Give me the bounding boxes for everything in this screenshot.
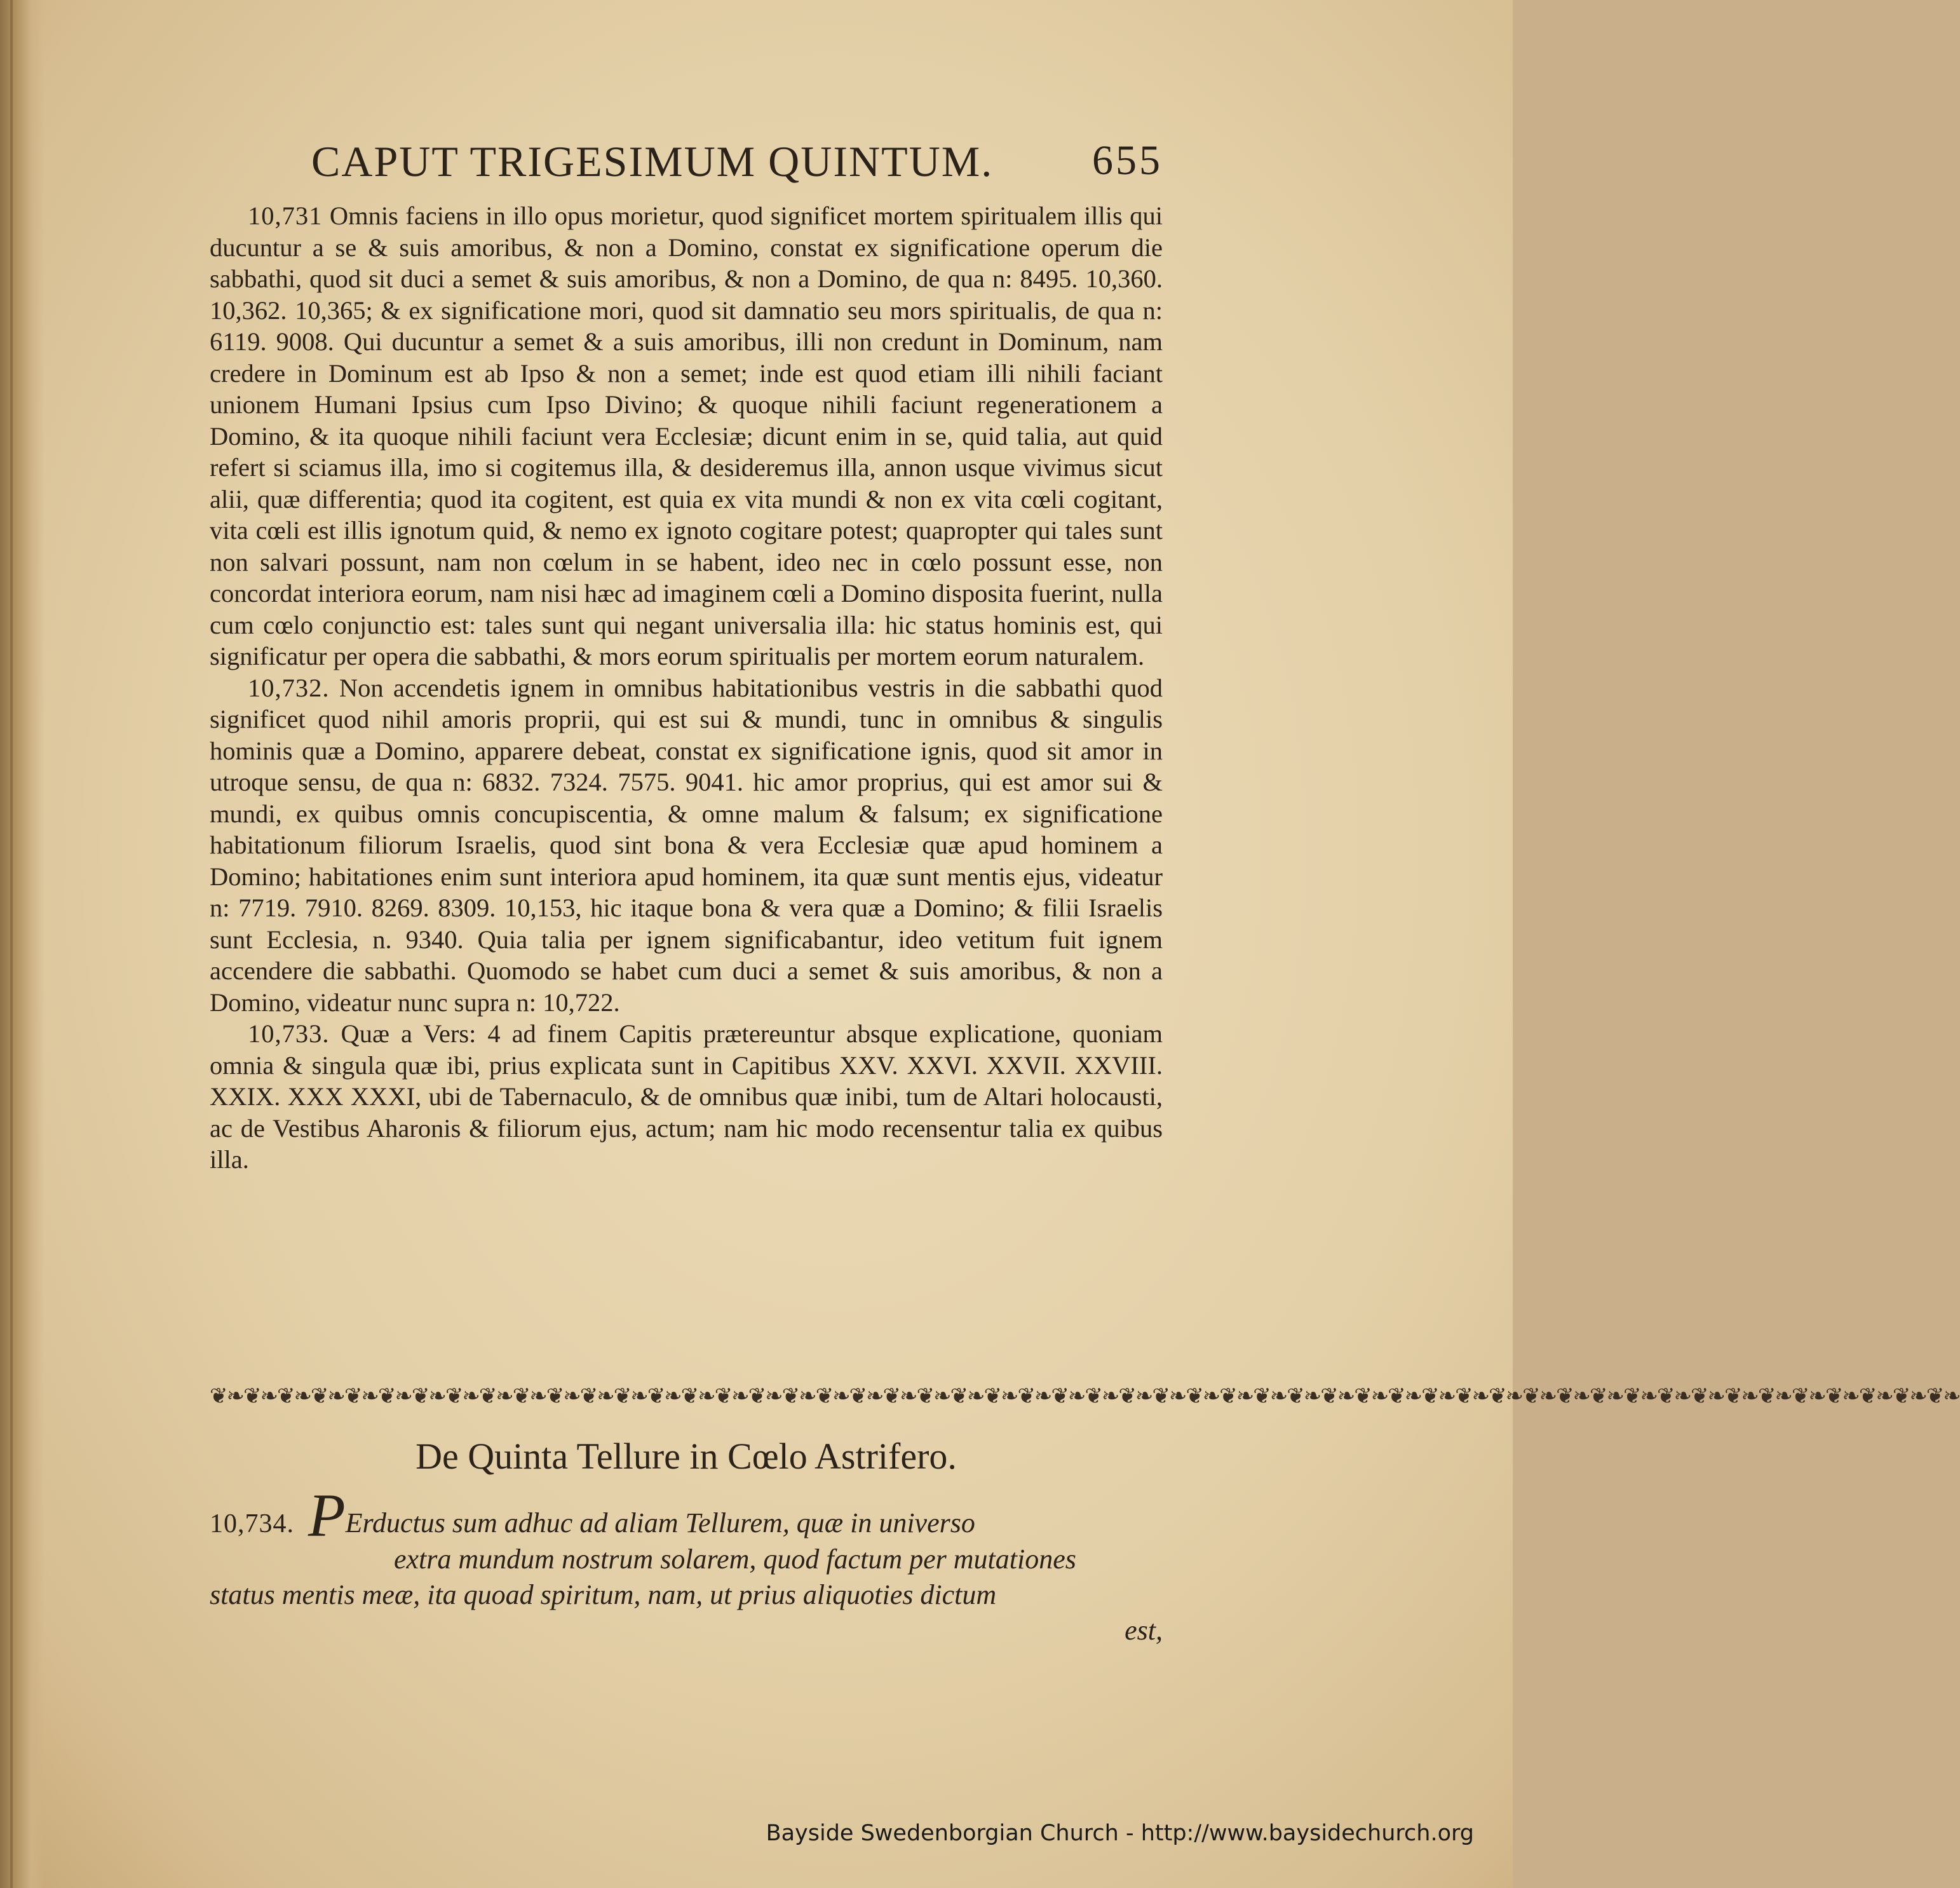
paragraph-number: 10,732. bbox=[248, 673, 330, 702]
italic-line-1: Erductus sum adhuc ad aliam Tellurem, quæ in universo bbox=[345, 1507, 975, 1538]
paragraph-10733 bbox=[210, 1018, 1163, 1176]
section-heading: De Quinta Tellure in Cœlo Astrifero. bbox=[416, 1436, 957, 1477]
running-title: CAPUT TRIGESIMUM QUINTUM. bbox=[311, 137, 994, 186]
italic-line-4: est, bbox=[1125, 1615, 1163, 1646]
spine-edge bbox=[10, 0, 13, 1888]
paragraph-10732 bbox=[210, 672, 1163, 1019]
drop-cap: P bbox=[308, 1481, 346, 1549]
page-number: 655 bbox=[1092, 137, 1163, 184]
main-text bbox=[210, 200, 1163, 1176]
footer-credit: Bayside Swedenborgian Church - http://www.baysidechurch.org bbox=[766, 1821, 1474, 1846]
paragraph-text: Non accendetis ignem in omnibus habitationibus vestris in die sabbathi quod significet quod nihil amoris proprii, qui est sui & mundi, tunc in omnibus & singulis hominis quæ a Domino, apparere debeat, constat ex significatione ignis, quod sit amor in utroque sensu, de qua n: 6832. 7324. 7575. 9041. hic amor proprius, qui est amor sui & mundi, ex quibus omnis concupiscentia, & omne malum & falsum; ex significatione habitationum filiorum Israelis, quod sint bona & vera Ecclesiæ quæ apud hominem a Domino; habitationes enim sunt interiora apud hominem, ita quæ sunt mentis ejus, videatur n: 7719. 7910. 8269. 8309. 10,153, hic itaque bona & vera quæ a Domino; & filii Israelis sunt Ecclesia, n. 9340. Quia talia per ignem significabantur, ideo vetitum fuit ignem accendere die sabbathi. Quomodo se habet cum duci a semet & suis amoribus, & non a Domino, videatur nunc supra n: 10,722. bbox=[210, 673, 1163, 1017]
paragraph-10731 bbox=[210, 200, 1163, 672]
paragraph-number: 10,733. bbox=[248, 1019, 330, 1048]
italic-line-2: extra mundum nostrum solarem, quod factum per mutationes bbox=[394, 1544, 1076, 1575]
ornamental-divider: ❦❧❦❧❦❧❦❧❦❧❦❧❦❧❦❧❦❧❦❧❦❧❦❧❦❧❦❧❦❧❦❧❦❧❦❧❦❧❦❧❦❧❦❧❦❧❦❧❦❧❦❧❦❧❦❧❦❧❦❧❦❧❦❧❦❧❦❧❦❧❦❧❦❧❦❧❦❧❦❧❦❧❦❧❦❧❦❧❦❧❦❧❦❧❦❧❦❧❦❧❦❧❦❧ bbox=[210, 1383, 1960, 1409]
italic-line-3: status mentis meæ, ita quoad spiritum, nam, ut prius aliquoties dictum bbox=[210, 1579, 997, 1610]
paragraph-text: Quæ a Vers: 4 ad finem Capitis prætereuntur absque explicatione, quoniam omnia & singula quæ ibi, prius explicata sunt in Capitibus XXV. XXVI. XXVII. XXVIII. XXIX. XXX XXXI, ubi de Tabernaculo, & de omnibus quæ inibi, tum de Altari holocausti, ac de Vestibus Aharonis & filiorum ejus, actum; nam hic modo recensentur talia ex quibus illa. bbox=[210, 1019, 1163, 1174]
paragraph-number: 10,734. bbox=[210, 1509, 294, 1538]
paragraph-10734 bbox=[210, 1481, 1163, 1648]
paragraph-text: Omnis faciens in illo opus morietur, quod significet mortem spiritualem illis qui ducuntur a se & suis amoribus, & non a Domino, constat ex significatione operum die sabbathi, quod sit duci a semet & suis amoribus, & non a Domino, de qua n: 8495. 10,360. 10,362. 10,365; & ex significatione mori, quod sit damnatio seu mors spiritualis, de qua n: 6119. 9008. Qui ducuntur a semet & a suis amoribus, illi non credunt in Dominum, nam credere in Dominum est ab Ipso & non a semet; inde est quod etiam illi nihili faciant unionem Humani Ipsius cum Ipso Divino; & quoque nihili faciunt regenerationem a Domino, & ita quoque nihili faciunt vera Ecclesiæ; dicunt enim in se, quid talia, aut quid refert si sciamus illa, imo si cogitemus illa, & desideremus illa, annon usque vivimus sicut alii, quæ differentia; quod ita cogitent, est quia ex vita mundi & non ex vita cœli cogitant, vita cœli est illis ignotum quid, & nemo ex ignoto cogitare potest; quapropter qui tales sunt non salvari possunt, nam non cœlum in se habent, ideo nec in cœlo possunt esse, non concordat interiora eorum, nam nisi hæc ad imaginem cœli a Domino disposita fuerint, nulla cum cœlo conjunctio est: tales sunt qui negant universalia illa: hic status hominis est, qui significatur per opera die sabbathi, & mors eorum spiritualis per mortem eorum naturalem. bbox=[210, 201, 1163, 670]
book-binding-shadow bbox=[0, 0, 44, 1888]
running-head bbox=[210, 130, 1163, 200]
paragraph-number: 10,731 bbox=[248, 201, 323, 230]
